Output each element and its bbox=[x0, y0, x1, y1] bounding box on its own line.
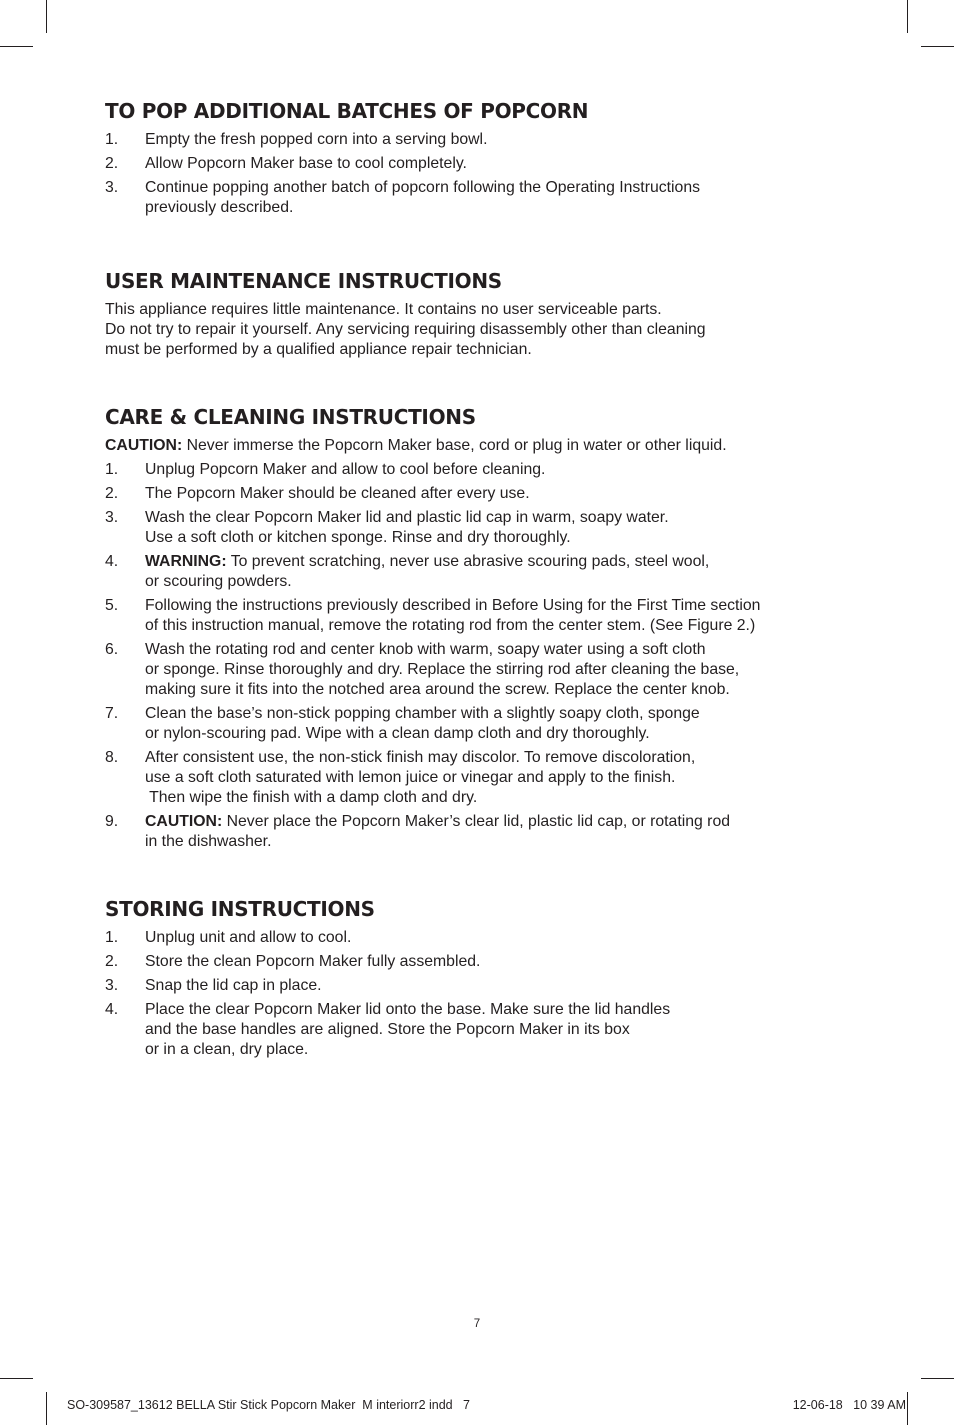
item-number: 7. bbox=[105, 705, 119, 722]
list-item bbox=[105, 178, 845, 218]
item-text: or in a clean, dry place. bbox=[145, 1041, 309, 1058]
steps-list bbox=[105, 928, 845, 1060]
item-text: Use a soft cloth or kitchen sponge. Rinse and dry thoroughly. bbox=[145, 529, 571, 546]
item-text: Clean the base’s non-stick popping chamber with a slightly soapy cloth, sponge bbox=[145, 705, 700, 722]
page-number: 7 bbox=[473, 1318, 481, 1330]
item-text: or nylon-scouring pad. Wipe with a clean damp cloth and dry thoroughly. bbox=[145, 725, 650, 742]
list-item bbox=[105, 552, 845, 592]
item-text: making sure it fits into the notched area around the screw. Replace the center knob. bbox=[145, 681, 730, 698]
item-text: Allow Popcorn Maker base to cool completely. bbox=[145, 155, 467, 172]
section-heading: STORING INSTRUCTIONS bbox=[105, 897, 375, 921]
item-number: 6. bbox=[105, 641, 119, 658]
item-text: Empty the fresh popped corn into a serving bowl. bbox=[145, 131, 488, 148]
item-text: Store the clean Popcorn Maker fully assembled. bbox=[145, 953, 481, 970]
list-item bbox=[105, 704, 845, 744]
item-text: or sponge. Rinse thoroughly and dry. Replace the stirring rod after cleaning the base, bbox=[145, 661, 740, 678]
item-number: 2. bbox=[105, 485, 119, 502]
warning-label: WARNING: bbox=[145, 553, 227, 570]
list-item bbox=[105, 130, 845, 150]
crop-mark-bottom-right-horizontal bbox=[921, 1378, 954, 1379]
section-heading: CARE & CLEANING INSTRUCTIONS bbox=[105, 405, 476, 429]
paragraph-line: This appliance requires little maintenance. It contains no user serviceable parts. bbox=[105, 301, 662, 318]
maintenance-paragraph bbox=[105, 300, 845, 360]
print-slug-filename: SO-309587_13612 BELLA Stir Stick Popcorn Maker M interiorr2 indd 7 bbox=[67, 1398, 470, 1412]
section-heading: TO POP ADDITIONAL BATCHES OF POPCORN bbox=[105, 99, 589, 123]
crop-mark-top-right-horizontal bbox=[921, 46, 954, 47]
item-number: 5. bbox=[105, 597, 119, 614]
section-care-cleaning bbox=[105, 404, 845, 852]
caution-note bbox=[105, 436, 845, 456]
list-item bbox=[105, 640, 845, 700]
list-item bbox=[105, 976, 845, 996]
item-text: use a soft cloth saturated with lemon juice or vinegar and apply to the finish. bbox=[145, 769, 676, 786]
crop-mark-top-right-vertical bbox=[907, 0, 908, 33]
caution-text: Never immerse the Popcorn Maker base, cord or plug in water or other liquid. bbox=[182, 437, 727, 454]
list-item bbox=[105, 460, 845, 480]
item-number: 1. bbox=[105, 131, 119, 148]
item-number: 1. bbox=[105, 461, 119, 478]
list-item bbox=[105, 508, 845, 548]
paragraph-line: must be performed by a qualified appliance repair technician. bbox=[105, 341, 532, 358]
caution-label: CAUTION: bbox=[105, 437, 183, 454]
section-heading: USER MAINTENANCE INSTRUCTIONS bbox=[105, 269, 502, 293]
item-number: 4. bbox=[105, 1001, 119, 1018]
crop-mark-top-left-vertical bbox=[46, 0, 47, 33]
section-storing bbox=[105, 896, 845, 1060]
item-text bbox=[145, 812, 845, 832]
section-user-maintenance bbox=[105, 268, 845, 360]
item-number: 9. bbox=[105, 813, 119, 830]
page-content bbox=[105, 98, 845, 1064]
crop-mark-bottom-right-vertical bbox=[907, 1392, 908, 1425]
crop-mark-top-left-horizontal bbox=[0, 46, 33, 47]
caution-label: CAUTION: bbox=[145, 813, 223, 830]
item-number: 3. bbox=[105, 509, 119, 526]
item-text: Wash the clear Popcorn Maker lid and plastic lid cap in warm, soapy water. bbox=[145, 509, 669, 526]
print-slug-timestamp: 12-06-18 10 39 AM bbox=[792, 1398, 906, 1412]
item-text: in the dishwasher. bbox=[145, 833, 272, 850]
item-text: After consistent use, the non-stick finish may discolor. To remove discoloration, bbox=[145, 749, 696, 766]
item-number: 1. bbox=[105, 929, 119, 946]
list-item bbox=[105, 928, 845, 948]
section-additional-batches bbox=[105, 98, 845, 218]
item-text: Then wipe the finish with a damp cloth and dry. bbox=[145, 789, 478, 806]
list-item bbox=[105, 952, 845, 972]
item-number: 2. bbox=[105, 155, 119, 172]
item-text: Snap the lid cap in place. bbox=[145, 977, 322, 994]
list-item bbox=[105, 596, 845, 636]
crop-mark-bottom-left-vertical bbox=[46, 1392, 47, 1425]
item-text bbox=[145, 552, 845, 572]
item-text: or scouring powders. bbox=[145, 573, 292, 590]
steps-list bbox=[105, 460, 845, 852]
item-text: Following the instructions previously described in Before Using for the First Time section bbox=[145, 597, 761, 614]
item-text: Unplug Popcorn Maker and allow to cool before cleaning. bbox=[145, 461, 546, 478]
item-text: The Popcorn Maker should be cleaned after every use. bbox=[145, 485, 530, 502]
steps-list bbox=[105, 130, 845, 218]
item-text: of this instruction manual, remove the rotating rod from the center stem. (See Figure 2.) bbox=[145, 617, 756, 634]
list-item bbox=[105, 484, 845, 504]
paragraph-line: Do not try to repair it yourself. Any servicing requiring disassembly other than cleaning bbox=[105, 321, 706, 338]
item-number: 2. bbox=[105, 953, 119, 970]
list-item bbox=[105, 812, 845, 852]
crop-mark-bottom-left-horizontal bbox=[0, 1378, 33, 1379]
item-text: Wash the rotating rod and center knob with warm, soapy water using a soft cloth bbox=[145, 641, 706, 658]
item-text: Unplug unit and allow to cool. bbox=[145, 929, 352, 946]
item-text: Continue popping another batch of popcorn following the Operating Instructions bbox=[145, 179, 701, 196]
item-text: and the base handles are aligned. Store the Popcorn Maker in its box bbox=[145, 1021, 630, 1038]
item-text: Place the clear Popcorn Maker lid onto the base. Make sure the lid handles bbox=[145, 1001, 671, 1018]
caution-text: Never place the Popcorn Maker’s clear lid, plastic lid cap, or rotating rod bbox=[222, 813, 731, 830]
item-number: 3. bbox=[105, 977, 119, 994]
item-number: 4. bbox=[105, 553, 119, 570]
list-item bbox=[105, 154, 845, 174]
item-number: 3. bbox=[105, 179, 119, 196]
warning-text: To prevent scratching, never use abrasive scouring pads, steel wool, bbox=[226, 553, 710, 570]
list-item bbox=[105, 1000, 845, 1060]
list-item bbox=[105, 748, 845, 808]
item-number: 8. bbox=[105, 749, 119, 766]
item-text: previously described. bbox=[145, 199, 294, 216]
